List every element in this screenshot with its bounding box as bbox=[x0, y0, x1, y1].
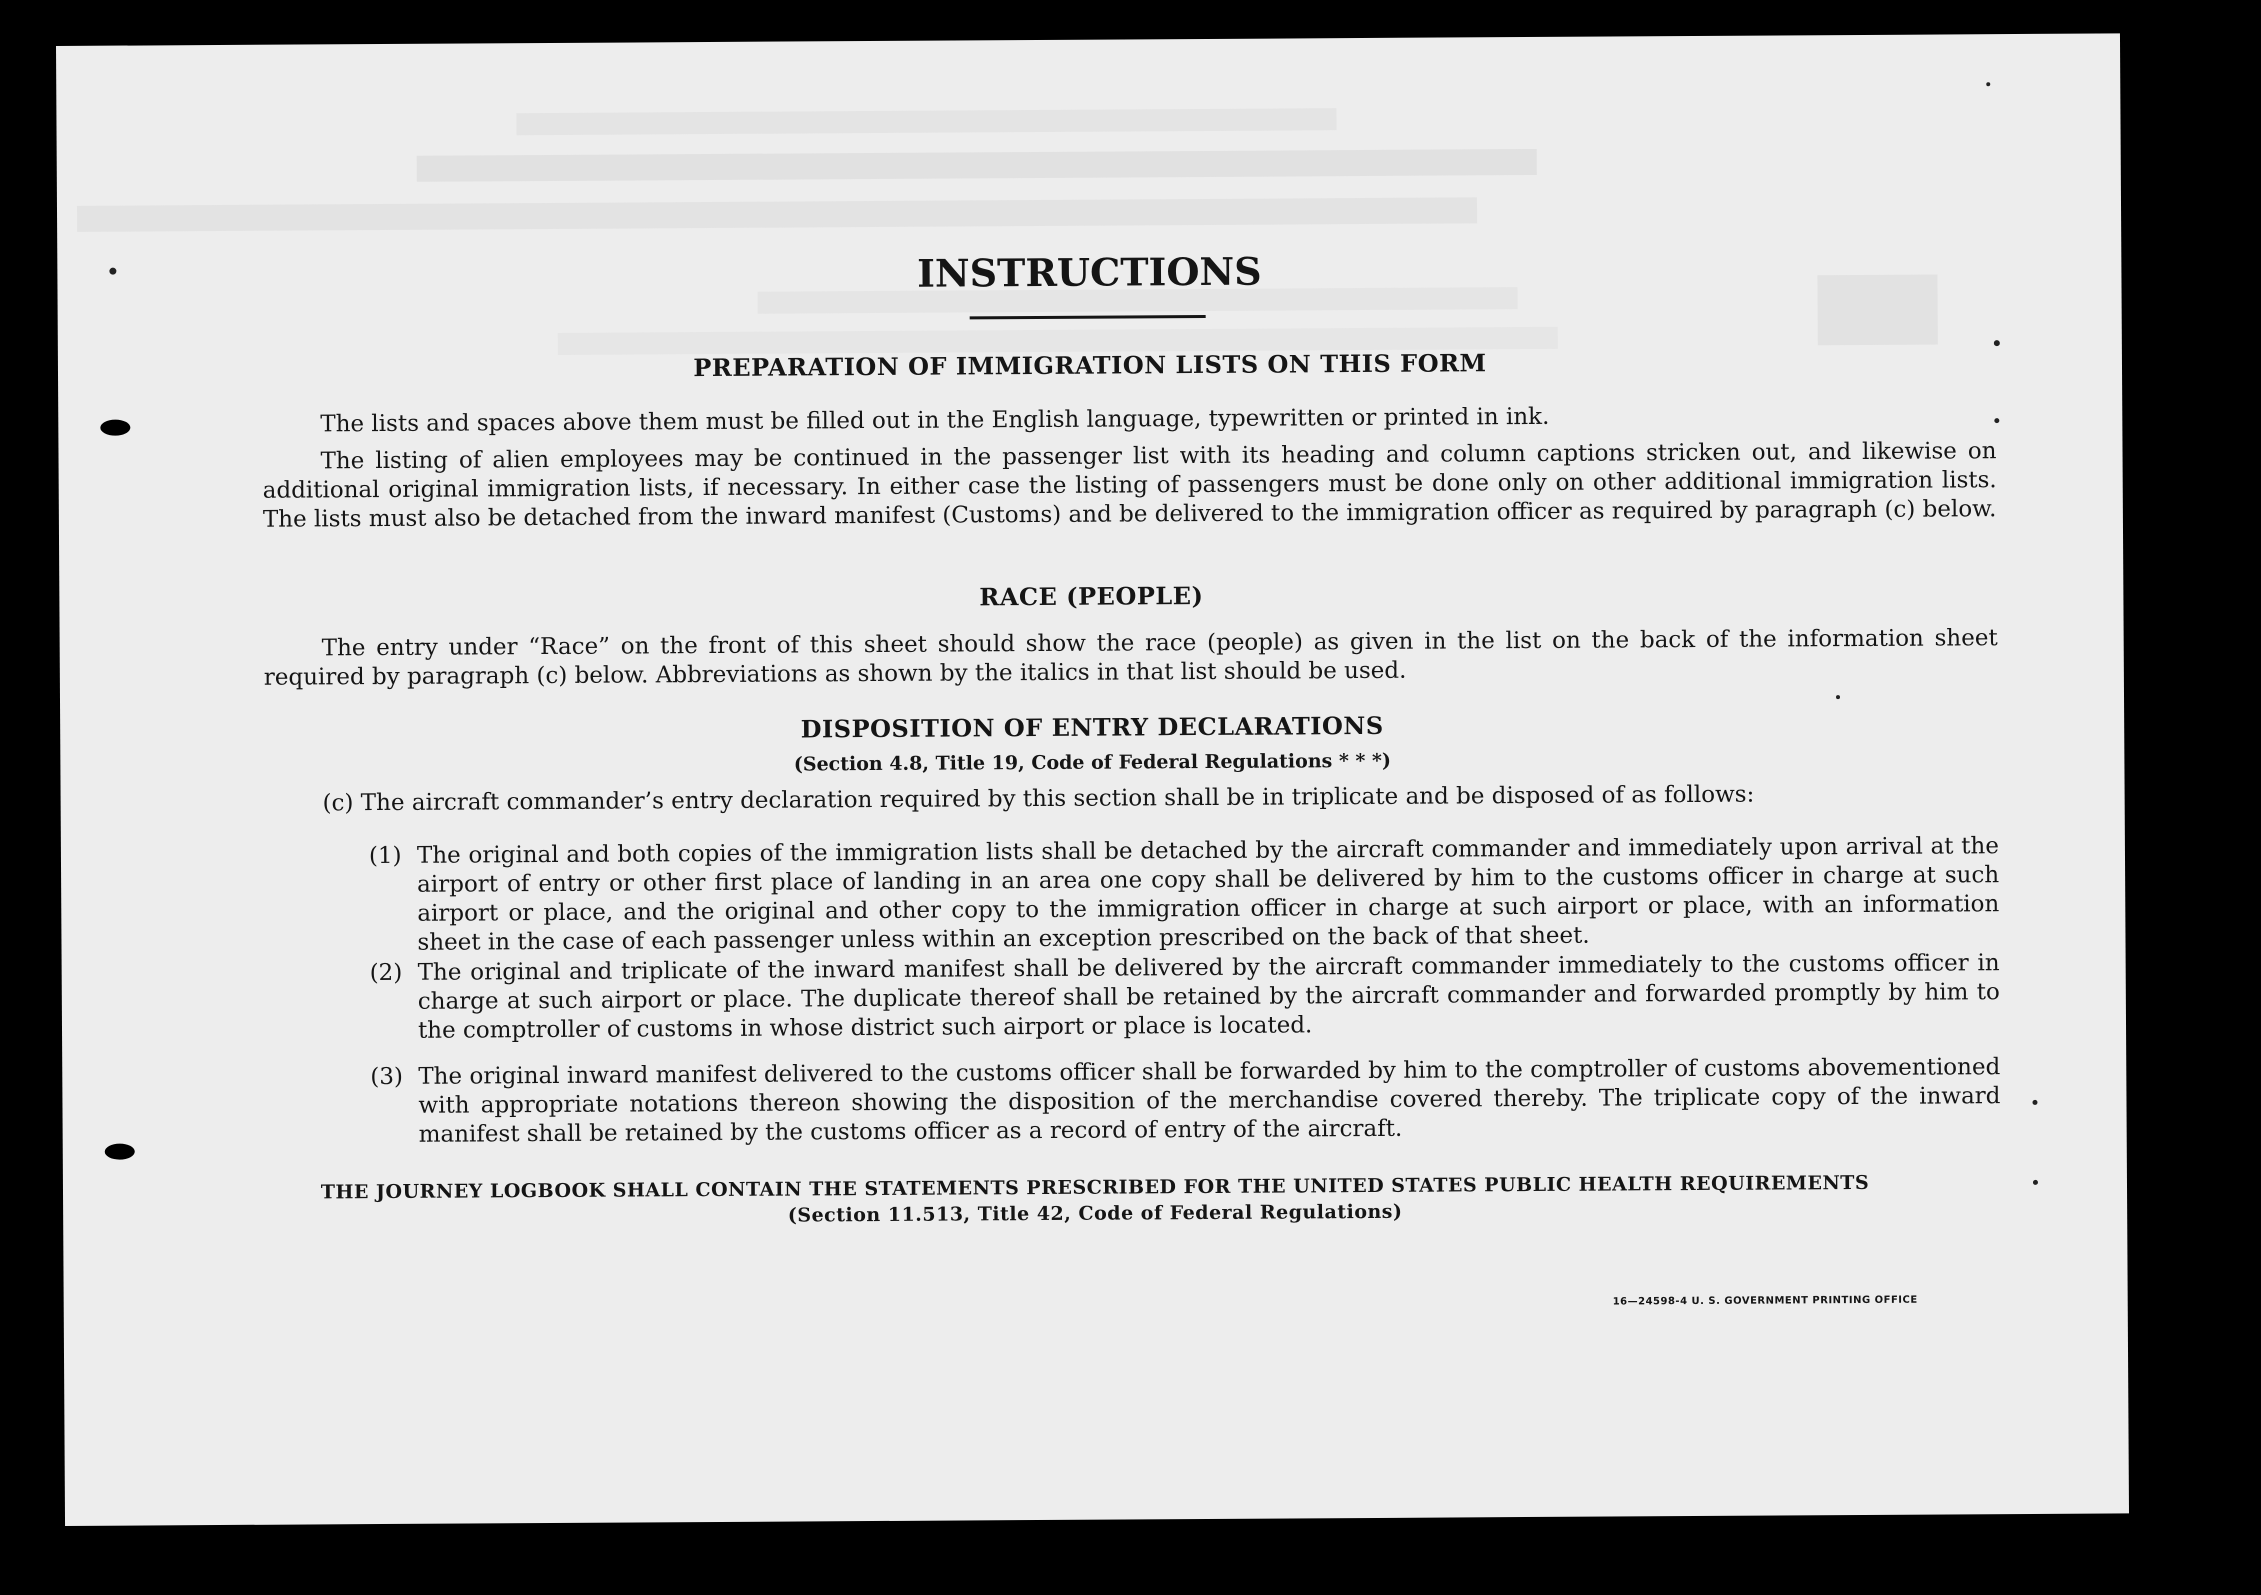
heading-immigration-lists: PREPARATION OF IMMIGRATION LISTS ON THIS FORM bbox=[693, 348, 1487, 383]
list-item-number: (2) bbox=[369, 959, 403, 987]
dust-speck bbox=[2033, 1180, 2038, 1185]
dust-speck bbox=[109, 268, 116, 275]
heading-disposition: DISPOSITION OF ENTRY DECLARATIONS bbox=[800, 710, 1384, 744]
list-item-text: The original and both copies of the immigration lists shall be detached by the aircraft commander and immediately upon arrival at the airport of entry or other first place of landing in an area one copy shall be delivered by him to the customs officer in charge at such airport or place, and the original and other copy to the immigration officer in charge at such airport or place, with an information sheet in the case of each passenger unless within an exception prescribed on the back of that sheet. bbox=[416, 833, 2000, 956]
printer-imprint: 16—24598-4 U. S. GOVERNMENT PRINTING OFFICE bbox=[1612, 1294, 1918, 1308]
dust-speck bbox=[1986, 82, 1990, 86]
list-item-number: (3) bbox=[370, 1063, 403, 1091]
paragraph-alien-employees: The listing of alien employees may be continued in the passenger list with its heading and column captions stricken out, and likewise on additional original immigration lists, if necessary. In either case the listing of passengers must be done only on other additional immigration lists. The lists must also be detached from the inward manifest (Customs) and be delivered to the immigration officer as required by paragraph (c) below. bbox=[262, 438, 1997, 533]
dust-speck bbox=[1836, 695, 1840, 699]
paragraph-race: The entry under “Race” on the front of this sheet should show the race (people) as given in the list on the back of the information sheet required by paragraph (c) below. Abbreviations as shown by the italics in that list should be used. bbox=[263, 625, 1998, 691]
footer-section-reference: (Section 11.513, Title 42, Code of Federal Regulations) bbox=[787, 1200, 1403, 1227]
punch-hole bbox=[100, 420, 130, 436]
title-underline bbox=[970, 315, 1206, 319]
list-item-2 bbox=[369, 949, 2001, 1046]
heading-race: RACE (PEOPLE) bbox=[979, 581, 1204, 612]
paragraph-disposition-intro: (c) The aircraft commander’s entry declaration required by this section shall be in triplicate and be disposed of as follows: bbox=[322, 781, 1755, 817]
list-item-text: The original inward manifest delivered to the customs officer shall be forwarded by him to the comptroller of customs abovementioned with appropriate notations thereon showing the disposition of the merchandise covered thereby. The triplicate copy of the inward manifest shall be retained by the customs officer as a record of entry of the aircraft. bbox=[418, 1054, 2001, 1148]
subheading-section-reference: (Section 4.8, Title 19, Code of Federal Regulations * * *) bbox=[793, 749, 1392, 776]
footer-health-requirements: THE JOURNEY LOGBOOK SHALL CONTAIN THE STATEMENTS PRESCRIBED FOR THE UNITED STATES PUBLIC HEALTH REQUIREMENTS bbox=[320, 1171, 1870, 1204]
list-item-3 bbox=[370, 1053, 2001, 1150]
dust-speck bbox=[2032, 1100, 2037, 1105]
list-item-number: (1) bbox=[368, 842, 402, 870]
dust-speck bbox=[1994, 418, 1999, 423]
page-title: INSTRUCTIONS bbox=[917, 248, 1262, 296]
list-item-1 bbox=[368, 832, 2000, 958]
paragraph-language: The lists and spaces above them must be filled out in the English language, typewritten or printed in ink. bbox=[320, 403, 1550, 438]
punch-hole bbox=[105, 1144, 135, 1160]
instructions-document bbox=[56, 33, 2129, 1526]
document-sheet bbox=[56, 33, 2129, 1526]
dust-speck bbox=[1994, 340, 2000, 346]
list-item-text: The original and triplicate of the inward manifest shall be delivered by the aircraft commander immediately to the customs officer in charge at such airport or place. The duplicate thereof shall be retained by the aircraft commander and forwarded promptly by him to the comptroller of customs in whose district such airport or place is located. bbox=[417, 950, 2000, 1044]
